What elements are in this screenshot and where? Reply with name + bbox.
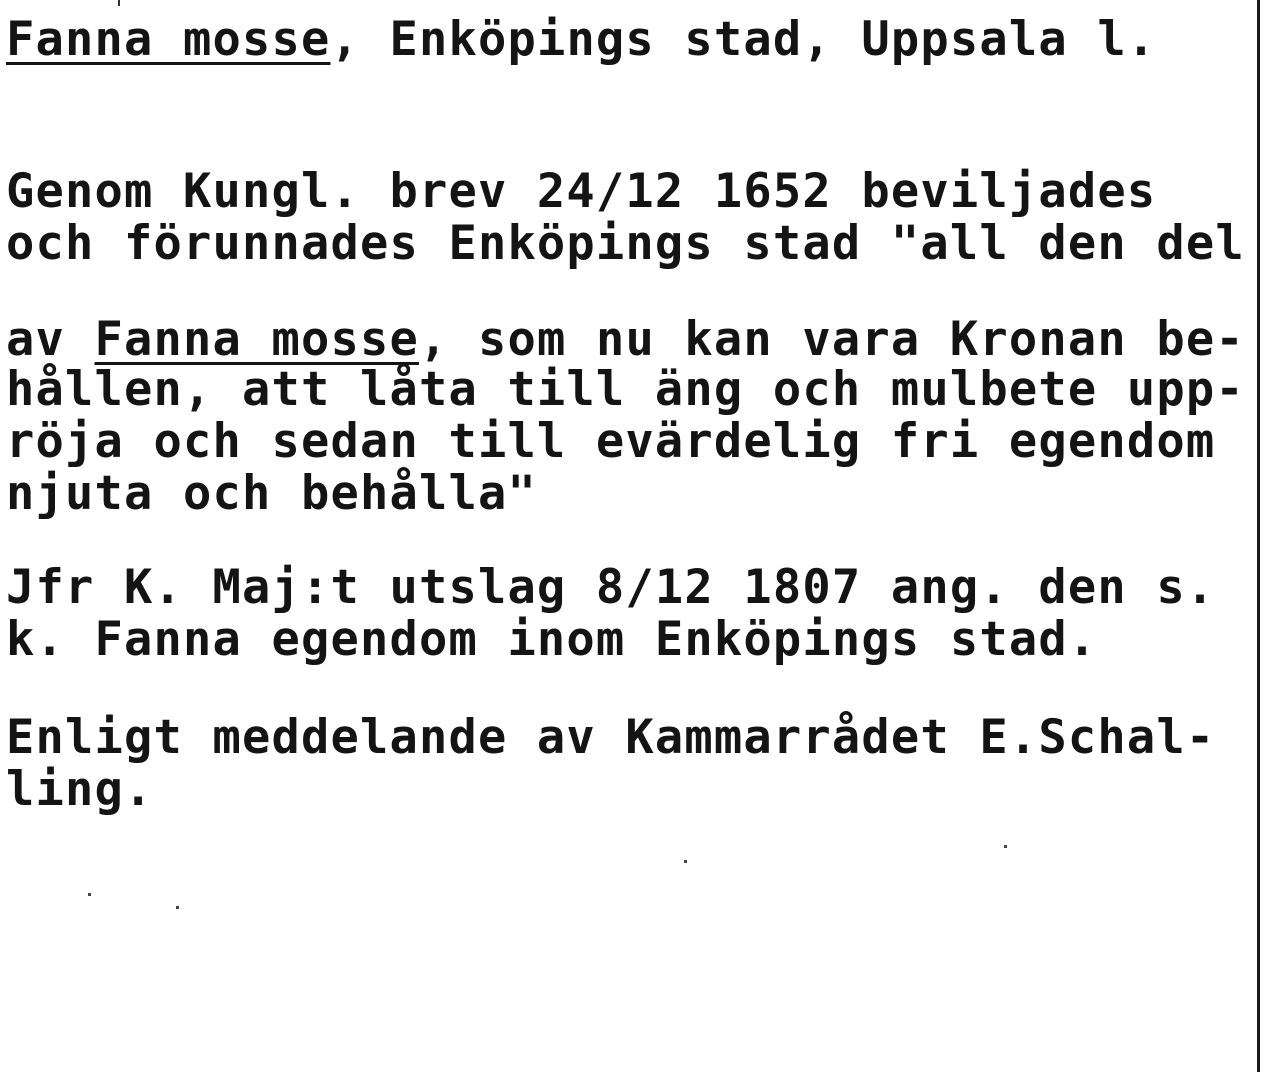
scan-speck xyxy=(1004,845,1007,848)
paragraph-2-prefix: av xyxy=(6,312,95,367)
paragraph-2-rest: , som nu kan vara Kronan be- xyxy=(418,312,1245,367)
paragraph-3-line-2: k. Fanna egendom inom Enköpings stad. xyxy=(6,612,1098,667)
paragraph-1-line-1: Genom Kungl. brev 24/12 1652 beviljades xyxy=(6,164,1157,219)
paragraph-2-place-name: Fanna mosse xyxy=(94,312,419,367)
card-edge-mark xyxy=(118,0,120,6)
paragraph-2-line-4: njuta och behålla" xyxy=(6,466,537,521)
paragraph-4-line-2: ling. xyxy=(6,762,154,817)
paragraph-1-line-2: och förunnades Enköpings stad "all den del xyxy=(6,216,1245,271)
scan-speck xyxy=(176,906,179,909)
card-title xyxy=(6,14,1156,66)
paragraph-2-line-2: hållen, att låta till äng och mulbete upp- xyxy=(6,362,1245,417)
card-right-border xyxy=(1257,0,1260,1072)
paragraph-3-line-1: Jfr K. Maj:t utslag 8/12 1807 ang. den s. xyxy=(6,560,1216,615)
title-place-name: Fanna mosse xyxy=(6,12,331,67)
paragraph-2-line-3: röja och sedan till evärdelig fri egendom xyxy=(6,414,1216,469)
paragraph-4-line-1: Enligt meddelande av Kammarrådet E.Schal- xyxy=(6,710,1216,765)
scan-speck xyxy=(88,893,91,896)
scan-speck xyxy=(684,860,687,863)
title-location: , Enköpings stad, Uppsala l. xyxy=(330,12,1157,67)
paragraph-2-line-1 xyxy=(6,314,1245,366)
